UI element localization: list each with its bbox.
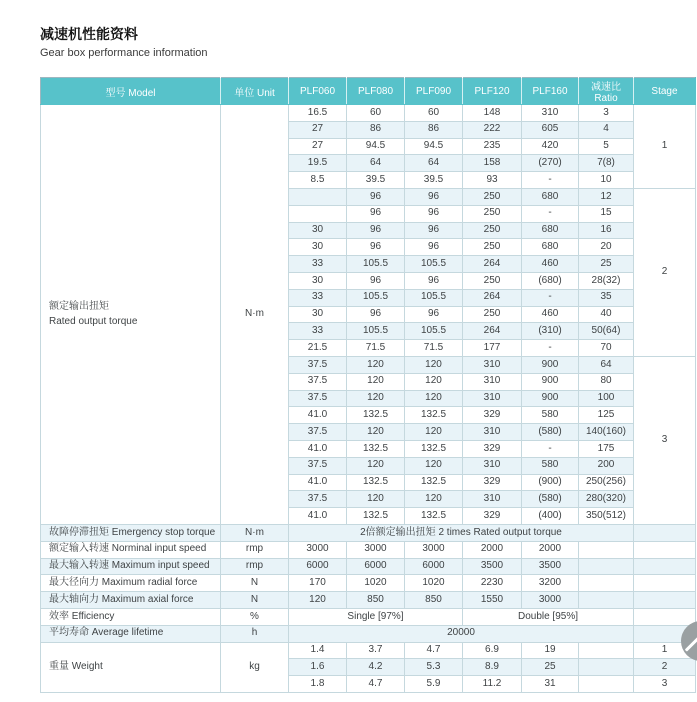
value-cell: 158 [463, 155, 522, 172]
ratio-cell-empty [579, 659, 634, 676]
value-cell: 96 [347, 205, 405, 222]
performance-table [40, 77, 696, 693]
row-label: 最大轴向力 Maximum axial force [41, 592, 221, 609]
value-cell: 105.5 [405, 256, 463, 273]
value-cell: 37.5 [289, 373, 347, 390]
ratio-cell: 7(8) [579, 155, 634, 172]
table-header-row [41, 78, 696, 105]
value-cell: 96 [405, 272, 463, 289]
value-cell: (900) [522, 474, 579, 491]
value-cell: 120 [405, 424, 463, 441]
value-cell: 30 [289, 239, 347, 256]
unit-cell: rmp [221, 558, 289, 575]
value-cell: 850 [405, 592, 463, 609]
ratio-cell: 16 [579, 222, 634, 239]
value-cell: 64 [405, 155, 463, 172]
value-cell: 33 [289, 289, 347, 306]
ratio-cell: 70 [579, 340, 634, 357]
value-cell: 132.5 [405, 440, 463, 457]
value-cell: 120 [347, 424, 405, 441]
value-cell: 96 [405, 222, 463, 239]
ratio-cell: 40 [579, 306, 634, 323]
table-row [41, 575, 696, 592]
value-cell: (680) [522, 272, 579, 289]
value-cell: 41.0 [289, 407, 347, 424]
ratio-cell: 3 [579, 105, 634, 122]
value-cell: 310 [463, 356, 522, 373]
value-cell: 310 [463, 390, 522, 407]
value-cell: 21.5 [289, 340, 347, 357]
value-cell: 148 [463, 105, 522, 122]
value-cell: 105.5 [347, 323, 405, 340]
value-cell: 8.9 [463, 659, 522, 676]
efficiency-double-cell: Double [95%] [463, 608, 634, 625]
value-cell: 580 [522, 457, 579, 474]
ratio-cell: 25 [579, 256, 634, 273]
ratio-cell: 140(160) [579, 424, 634, 441]
stage-cell: 2 [634, 659, 696, 676]
table-row [41, 541, 696, 558]
page-header [40, 26, 208, 59]
value-cell: 96 [405, 239, 463, 256]
ratio-cell: 280(320) [579, 491, 634, 508]
value-cell: 39.5 [405, 172, 463, 189]
page-title: 减速机性能资料 [40, 26, 138, 42]
unit-cell: rmp [221, 541, 289, 558]
value-cell: 1020 [347, 575, 405, 592]
value-cell: 132.5 [405, 407, 463, 424]
value-cell: - [522, 440, 579, 457]
value-cell: 94.5 [405, 138, 463, 155]
unit-cell: % [221, 608, 289, 625]
value-cell: 86 [347, 121, 405, 138]
stage-cell-empty [634, 524, 696, 541]
value-cell: 71.5 [405, 340, 463, 357]
value-cell: 900 [522, 373, 579, 390]
value-cell: 96 [405, 205, 463, 222]
value-cell: 41.0 [289, 440, 347, 457]
value-cell: 1.4 [289, 642, 347, 659]
value-cell: 120 [347, 457, 405, 474]
value-cell: 132.5 [405, 474, 463, 491]
value-cell: 4.7 [405, 642, 463, 659]
value-cell: 25 [522, 659, 579, 676]
value-cell: 11.2 [463, 676, 522, 693]
stage-cell-empty [634, 558, 696, 575]
value-cell: 1550 [463, 592, 522, 609]
table-row [41, 558, 696, 575]
value-cell: 120 [405, 390, 463, 407]
value-cell: 4.2 [347, 659, 405, 676]
value-cell: 329 [463, 474, 522, 491]
value-cell: 105.5 [347, 289, 405, 306]
ratio-cell-empty [579, 592, 634, 609]
value-cell: 6.9 [463, 642, 522, 659]
stage-cell-empty [634, 608, 696, 625]
value-cell: 235 [463, 138, 522, 155]
value-cell: 605 [522, 121, 579, 138]
value-cell: (580) [522, 424, 579, 441]
ratio-cell: 125 [579, 407, 634, 424]
table-row [41, 625, 696, 642]
value-cell: 3000 [405, 541, 463, 558]
unit-cell: kg [221, 642, 289, 692]
value-cell: 5.9 [405, 676, 463, 693]
value-cell: (580) [522, 491, 579, 508]
ratio-cell-empty [579, 558, 634, 575]
unit-cell: N [221, 575, 289, 592]
value-cell: 37.5 [289, 390, 347, 407]
ratio-cell: 50(64) [579, 323, 634, 340]
weight-label: 重量 Weight [41, 642, 221, 692]
table-row [41, 592, 696, 609]
value-cell: 60 [347, 105, 405, 122]
ratio-cell: 10 [579, 172, 634, 189]
value-cell: 310 [522, 105, 579, 122]
unit-cell: h [221, 625, 289, 642]
row-label: 最大径向力 Maximum radial force [41, 575, 221, 592]
value-cell: 329 [463, 508, 522, 525]
ratio-cell: 5 [579, 138, 634, 155]
back-to-top-icon [685, 631, 697, 652]
value-cell: 96 [347, 188, 405, 205]
value-cell: 329 [463, 407, 522, 424]
value-cell: 250 [463, 205, 522, 222]
ratio-cell: 350(512) [579, 508, 634, 525]
column-header-model: 型号 Model [41, 78, 221, 105]
row-label: 最大输入转速 Maximum input speed [41, 558, 221, 575]
ratio-cell: 28(32) [579, 272, 634, 289]
value-cell: 33 [289, 323, 347, 340]
value-cell: 1.8 [289, 676, 347, 693]
value-cell: 96 [405, 306, 463, 323]
value-cell [289, 188, 347, 205]
ratio-cell: 35 [579, 289, 634, 306]
value-cell: 30 [289, 306, 347, 323]
column-header-plf090: PLF090 [405, 78, 463, 105]
value-cell: 900 [522, 390, 579, 407]
value-cell: 37.5 [289, 356, 347, 373]
column-header-plf120: PLF120 [463, 78, 522, 105]
value-cell: 3500 [522, 558, 579, 575]
value-cell: 2230 [463, 575, 522, 592]
value-cell: 250 [463, 222, 522, 239]
value-cell: 132.5 [347, 508, 405, 525]
value-cell: 105.5 [347, 256, 405, 273]
page-subtitle: Gear box performance information [40, 47, 208, 60]
value-cell: 105.5 [405, 323, 463, 340]
value-cell: 680 [522, 188, 579, 205]
value-cell: 264 [463, 256, 522, 273]
value-cell: 170 [289, 575, 347, 592]
ratio-cell: 64 [579, 356, 634, 373]
ratio-cell: 250(256) [579, 474, 634, 491]
ratio-cell: 175 [579, 440, 634, 457]
column-header-stage: Stage [634, 78, 696, 105]
value-cell: 132.5 [347, 474, 405, 491]
value-cell: - [522, 289, 579, 306]
value-cell: 264 [463, 323, 522, 340]
value-cell: 120 [405, 373, 463, 390]
value-cell: 1.6 [289, 659, 347, 676]
stage-cell-empty [634, 541, 696, 558]
stage-cell: 1 [634, 642, 696, 659]
ratio-cell: 80 [579, 373, 634, 390]
value-cell: 30 [289, 222, 347, 239]
value-cell: 37.5 [289, 491, 347, 508]
value-cell: 132.5 [347, 407, 405, 424]
value-cell: 3000 [522, 592, 579, 609]
value-cell: 96 [405, 188, 463, 205]
value-cell: 8.5 [289, 172, 347, 189]
value-cell: 71.5 [347, 340, 405, 357]
value-cell: 37.5 [289, 457, 347, 474]
ratio-cell: 15 [579, 205, 634, 222]
stage-cell: 3 [634, 356, 696, 524]
unit-cell: N·m [221, 524, 289, 541]
merged-value-cell: 20000 [289, 625, 634, 642]
value-cell: 310 [463, 373, 522, 390]
value-cell: 310 [463, 457, 522, 474]
value-cell: 120 [289, 592, 347, 609]
value-cell: 96 [347, 306, 405, 323]
value-cell: 96 [347, 222, 405, 239]
value-cell: 580 [522, 407, 579, 424]
value-cell: (310) [522, 323, 579, 340]
column-header-plf160: PLF160 [522, 78, 579, 105]
value-cell: 420 [522, 138, 579, 155]
value-cell: 3500 [463, 558, 522, 575]
table-row [41, 105, 696, 122]
value-cell: 3000 [347, 541, 405, 558]
column-header-plf080: PLF080 [347, 78, 405, 105]
value-cell: 6000 [289, 558, 347, 575]
value-cell: 41.0 [289, 508, 347, 525]
unit-cell: N·m [221, 105, 289, 525]
value-cell: 250 [463, 188, 522, 205]
stage-cell: 3 [634, 676, 696, 693]
table-row [41, 608, 696, 625]
value-cell: 96 [347, 239, 405, 256]
ratio-cell: 12 [579, 188, 634, 205]
value-cell: 19.5 [289, 155, 347, 172]
ratio-cell: 200 [579, 457, 634, 474]
value-cell: 27 [289, 138, 347, 155]
column-header-plf060: PLF060 [289, 78, 347, 105]
value-cell: 93 [463, 172, 522, 189]
row-label: 平均寿命 Average lifetime [41, 625, 221, 642]
value-cell: 3000 [289, 541, 347, 558]
value-cell: 5.3 [405, 659, 463, 676]
stage-cell: 1 [634, 105, 696, 189]
value-cell: 3.7 [347, 642, 405, 659]
column-header-unit: 单位 Unit [221, 78, 289, 105]
value-cell [289, 205, 347, 222]
table-row [41, 642, 696, 659]
value-cell: 27 [289, 121, 347, 138]
value-cell: (400) [522, 508, 579, 525]
value-cell: 1020 [405, 575, 463, 592]
value-cell: 4.7 [347, 676, 405, 693]
value-cell: 680 [522, 222, 579, 239]
value-cell: 264 [463, 289, 522, 306]
value-cell: 460 [522, 256, 579, 273]
value-cell: 310 [463, 424, 522, 441]
stage-cell: 2 [634, 188, 696, 356]
ratio-cell-empty [579, 676, 634, 693]
ratio-cell-empty [579, 642, 634, 659]
value-cell: 105.5 [405, 289, 463, 306]
ratio-cell: 100 [579, 390, 634, 407]
value-cell: 120 [405, 457, 463, 474]
value-cell: 2000 [463, 541, 522, 558]
value-cell: 329 [463, 440, 522, 457]
value-cell: 120 [405, 491, 463, 508]
row-label: 故障停滞扭矩 Emergency stop torque [41, 524, 221, 541]
value-cell: 132.5 [405, 508, 463, 525]
value-cell: 250 [463, 306, 522, 323]
value-cell: 16.5 [289, 105, 347, 122]
value-cell: 94.5 [347, 138, 405, 155]
value-cell: 250 [463, 239, 522, 256]
row-label: 效率 Efficiency [41, 608, 221, 625]
stage-cell-empty [634, 592, 696, 609]
column-header-ratio: 减速比 Ratio [579, 78, 634, 105]
value-cell: (270) [522, 155, 579, 172]
value-cell: 6000 [405, 558, 463, 575]
value-cell: 900 [522, 356, 579, 373]
value-cell: - [522, 205, 579, 222]
ratio-cell-empty [579, 541, 634, 558]
value-cell: 64 [347, 155, 405, 172]
value-cell: 19 [522, 642, 579, 659]
value-cell: 60 [405, 105, 463, 122]
value-cell: 96 [347, 272, 405, 289]
value-cell: - [522, 172, 579, 189]
value-cell: 132.5 [347, 440, 405, 457]
value-cell: 41.0 [289, 474, 347, 491]
unit-cell: N [221, 592, 289, 609]
value-cell: 310 [463, 491, 522, 508]
value-cell: 86 [405, 121, 463, 138]
value-cell: 2000 [522, 541, 579, 558]
value-cell: 850 [347, 592, 405, 609]
table-row [41, 524, 696, 541]
ratio-cell: 4 [579, 121, 634, 138]
row-label: 额定输入转速 Norminal input speed [41, 541, 221, 558]
ratio-cell: 20 [579, 239, 634, 256]
merged-value-cell: 2倍额定输出扭矩 2 times Rated output torque [289, 524, 634, 541]
value-cell: 680 [522, 239, 579, 256]
value-cell: 39.5 [347, 172, 405, 189]
value-cell: 31 [522, 676, 579, 693]
stage-cell-empty [634, 575, 696, 592]
value-cell: - [522, 340, 579, 357]
value-cell: 250 [463, 272, 522, 289]
value-cell: 120 [347, 373, 405, 390]
value-cell: 120 [347, 491, 405, 508]
value-cell: 177 [463, 340, 522, 357]
value-cell: 3200 [522, 575, 579, 592]
ratio-cell-empty [579, 575, 634, 592]
value-cell: 120 [347, 390, 405, 407]
rated-output-label: 额定输出扭矩 Rated output torque [41, 105, 221, 525]
value-cell: 30 [289, 272, 347, 289]
value-cell: 37.5 [289, 424, 347, 441]
value-cell: 33 [289, 256, 347, 273]
value-cell: 120 [405, 356, 463, 373]
value-cell: 6000 [347, 558, 405, 575]
value-cell: 460 [522, 306, 579, 323]
value-cell: 222 [463, 121, 522, 138]
efficiency-single-cell: Single [97%] [289, 608, 463, 625]
value-cell: 120 [347, 356, 405, 373]
